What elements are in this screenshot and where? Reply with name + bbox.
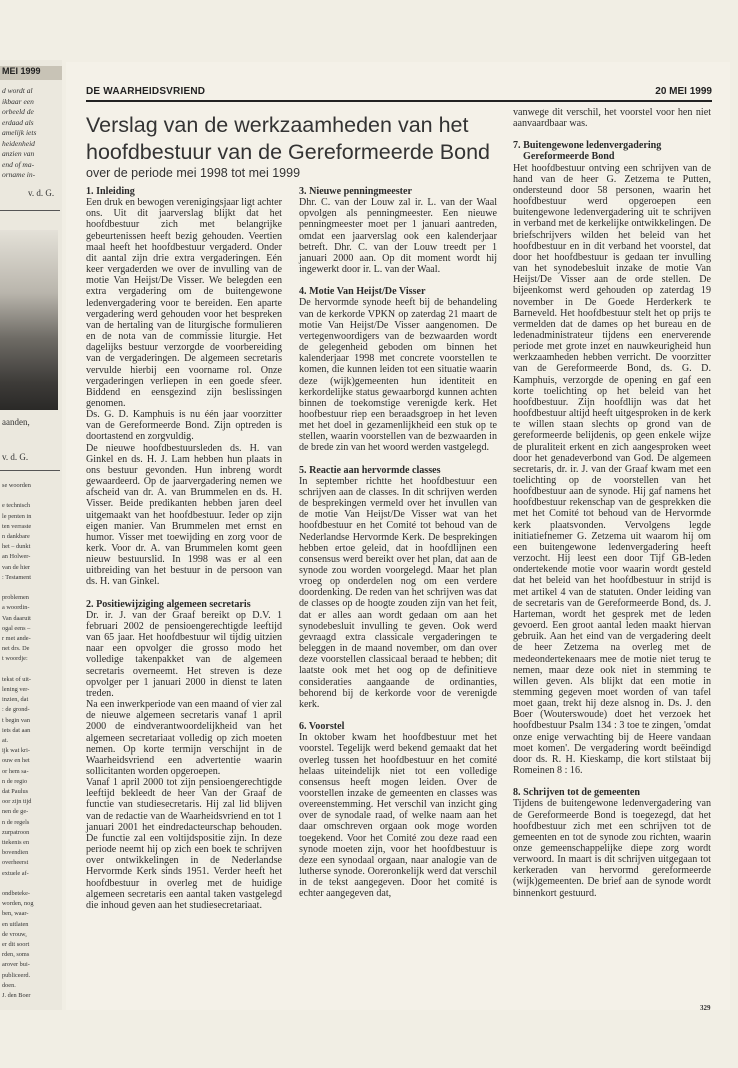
paragraph: In september richtte het hoofdbestuur een schrijven aan de classes. In dit schrijven werden de besprekingen vermeld over het invullen van de motie Van Heijst/De Visser wat van het hoofdbestuur en het Comité tot behoud van de Nederlandse Hervormde Kerk. De besprekingen hebben ertoe geleid, dat in hoofdlijnen een consensus werd bereikt over het plan, dat aan de synode zou worden voorgelegd. Maar het plan vroeg op onderdelen nog om een verdere doordenking. De reden van het schrijven was dat de classes op de hoogte zouden zijn van het feit, dat er alles aan wordt gedaan om aan het synodebesluit invulling te geven. Ook werd gevraagd extra classicale vergaderingen te beleggen in de maand november, om dan over deze voorstellen classicaal beraad te hebben; dit laatste ook met het oog op de definitieve consideraties aangaande de ordinanties, behorend bij de kerkorde voor de verenigde kerk. xyxy=(299,475,497,710)
previous-page-footnote-line: inzien, dat xyxy=(2,696,29,704)
publication-name: DE WAARHEIDSVRIEND xyxy=(86,86,206,97)
previous-page-footnote-line: e technisch xyxy=(2,502,31,510)
previous-page-footnote-line: ouw en het xyxy=(2,757,30,765)
previous-page-footnote-line: : de grond- xyxy=(2,706,30,714)
previous-page-italic-line: amelijk iets xyxy=(2,128,37,137)
previous-page-italic-line: anzien van xyxy=(2,149,35,158)
previous-page-italic-line: erdaad als xyxy=(2,117,34,127)
previous-page-footnote-line: at. xyxy=(2,737,9,744)
paragraph: Dhr. C. van der Louw zal ir. L. van der Waal opvolgen als penningmeester. Een nieuwe penningmeester moet per 1 januari aantreden, omdat een jaarverslag ook een kalenderjaar betreft. Dhr. C. van der Louw treedt per 1 januari 2000 aan. Op dit moment wordt hij ingewerkt door ir. L. van der Waal. xyxy=(299,197,497,276)
paragraph: Vanaf 1 april 2000 tot zijn pensioengerechtigde leeftijd bekleedt de heer Van der Graaf de functie van studiesecretaris. Hij zal lid blijven van de redactie van de Waarheidsvriend en tot 1 januari 2001 het eindredacteurschap behouden. De functie zal een voltijdspositie zijn. In deze periode neemt hij op zich een boek te schrijven over ontwikkelingen in de Nederlandse Hervormde Kerk sinds 1951. Verder heeft het hoofdbestuur in overleg met de huidige algemeen secretaris een aantal taken vastgelegd die inhoud geven aan het studiesecretariaat. xyxy=(86,777,282,911)
previous-page-footnote-line: an Holwer- xyxy=(2,553,31,561)
previous-page-footnote-line: iets dat aan xyxy=(2,726,31,734)
section-heading: 8. Schrijven tot de gemeenten xyxy=(513,787,640,799)
previous-page-footnote-line: problemen xyxy=(2,594,29,602)
paragraph: Na een inwerkperiode van een maand of vier zal de nieuwe algemeen secretaris vanaf 1 april 2000 de eindverantwoordelijkheid van het algemeen secretariaat volledig op zich moeten nemen. Op korte termijn verschijnt in de Waarheidsvriend een advertentie waarin sollicitanten worden opgeroepen. xyxy=(86,699,282,777)
header-rule xyxy=(86,100,712,102)
previous-page-italic-line: orname in- xyxy=(2,170,36,179)
column-2 xyxy=(299,186,497,900)
previous-page-footnote-line: ten verraste xyxy=(2,522,32,530)
article-title: Verslag van de werkzaamheden van het hoofdbestuur van de Gereformeerde Bond xyxy=(86,113,490,164)
paragraph: Tijdens de buitengewone ledenvergadering van de Gereformeerde Bond is toegezegd, dat het hoofdbestuur zich met een schrijven tot de gemeenten en tot de synode zou richten, waarin onze gemeenschappelijke diepe zorg wordt verwoord. In maart is dit schrijven uitgegaan tot kerkeraden van hervormd gereformeerde (wijk)gemeenten. De brief aan de synode wordt binnenkort gestuurd. xyxy=(513,798,711,899)
previous-page-footnote-line: het – dunkt xyxy=(2,543,31,551)
previous-page-footnote-line: t woordje: xyxy=(2,655,28,663)
previous-page-footnote-line: bovendien xyxy=(2,849,29,857)
previous-page-footnote-line: Van daaruit xyxy=(2,614,31,622)
previous-page-footnote-line: overheerst xyxy=(2,859,29,867)
previous-page-footnote-line: r met ande- xyxy=(2,635,31,642)
previous-page-footnote-line: doen. xyxy=(2,981,16,989)
previous-page-footnote-line: le penten in xyxy=(2,512,32,520)
previous-page-footnote-line: ondbeteke- xyxy=(2,890,30,897)
previous-page-edge xyxy=(0,60,62,1010)
previous-page-footnote-line: n de regio xyxy=(2,777,28,785)
divider xyxy=(0,470,60,471)
previous-page-signature: v. d. G. xyxy=(28,188,55,198)
previous-page-caption: aanden, xyxy=(2,417,30,427)
previous-page-footnote-line: en uitlaten xyxy=(2,920,29,928)
previous-page-footnote-line: : Testament xyxy=(2,573,31,581)
previous-page-header: MEI 1999 xyxy=(0,66,62,80)
column-1 xyxy=(86,186,282,911)
previous-page-italic-line: ikbaar een xyxy=(2,96,34,106)
previous-page-footnote-line: worden, nog xyxy=(2,900,34,908)
section-heading-continued: Gereformeerde Bond xyxy=(523,151,615,163)
previous-page-italic-line: orbeeld de xyxy=(2,107,34,116)
section-heading: 7. Buitengewone ledenvergadering xyxy=(513,140,662,152)
previous-page-footnote-line: zurpatroon xyxy=(2,828,30,836)
previous-page-footnote-line: n dankbare xyxy=(2,533,30,540)
paragraph: Het hoofdbestuur ontving een schrijven van de hand van de heer G. Zetzema te Putten, ondersteund door 58 personen, waarin het hoofdbestuur werd opgeroepen een buitengewone ledenvergadering uit te schrijven in verband met de kerkelijke ontwikkelingen. De briefschrijvers wilden het beleid van het hoofdbestuur en in dit verband het voorstel, dat door het hoofdbestuur is gedaan ter invulling van het synodebesluit inzake de motie Van Heijst/De Visser aan de orde stellen. De bijeenkomst werd gehouden op zaterdag 19 november in De Goede Herderkerk te Barneveld. Het hoofdbestuur stelt het op prijs te vermelden dat de dames op het bureau en de ledenadministrateur tijdens een enerverende periode met grote inzet en nauwkeurigheid hun werkzaamheden hebben verricht. De voorzitter van de Gereformeerde Bond, ds. G. D. Kamphuis, verzorgde de opening en gaf een korte toelichting op het beleid van het hoofdbestuur. Zijn hoofdlijn was dat het hoofdbestuur altijd heeft uitgesproken in de kerk te willen staan slechts op grond van de gereformeerde belijdenis, op geen enkele wijze de pluraliteit erkent en zich aangesproken weet door het genadeverbond van God. De algemeen secretaris, dr. ir. J. van der Graaf kwam met een toelichting op de voorstellen van het hoofdbestuur aan de synode. Hij gaf namens het hoofdbestuur rekenschap van de gesprekken die met het Comité tot behoud van de Hervormde kerk plaatsvonden. Vervolgens legde initiatiefnemer G. Zetzema uit waarom hij om een buitengewone ledenvergadering heeft verzocht. Hij leest een door Tijf GB-leden ondertekende motie voor waarin wordt gesteld dat het beleid van het hoofdbestuur in strijd is met artikel 4 van de statuten. Onder leiding van de secretaris van de Gereformeerde Bond, ds. J. Harteman, wordt het gesprek met de leden gevoerd. Een groot aantal leden maakt hiervan gebruik. Aan het eind van de vergadering deelt de heer Zetzema na overleg met de medeondertekenaars mee de motie niet terug te nemen, maar deze ook niet in stemming te willen geven. Als blijkt dat een motie in stemming gegeven moet worden of van tafel moet gaan, trekt hij deze alsnog in. Ds. J. den Boer (Wouterswoude) doet het verzoek het hoofdbestuur Psalm 134 : 3 toe te zingen, 'omdat onze enige verwachting bij de Heere vandaan moet komen'. De vergadering wordt beëindigd door ds. R. H. Kieskamp, die kort stilstaat bij Romeinen 8 : 16. xyxy=(513,162,711,777)
section-heading: 2. Positiewijziging algemeen secretaris xyxy=(86,598,251,610)
previous-page-footnote-line: or hem sa- xyxy=(2,767,29,775)
divider xyxy=(0,210,60,211)
previous-page-italic-line: end of ma- xyxy=(2,159,35,169)
previous-page-footnote-line: er dit soort xyxy=(2,941,30,948)
previous-page-footnote-line: t begin van xyxy=(2,716,30,724)
previous-page-footnote-line: dat Paulus xyxy=(2,788,29,795)
previous-page-footnote-line: publiceerd. xyxy=(2,971,31,979)
previous-page-footnote-line: se woorden xyxy=(2,482,31,489)
paragraph: Een druk en bewogen verenigingsjaar ligt achter ons. Uit dit jaarverslag blijkt dat het hoofdbestuur zich met belangrijke gebeurtenissen heeft bezig gehouden. Veertien maal heeft het hoofdbestuur vergaderd. Onder dit aantal zijn drie extra vergaderingen. Eén keer vergaderden we over de invulling van de motie Van Heijst/De Visser. We belegden een extra vergadering om de buitengewone ledenvergadering voor te bereiden. Een aparte vergadering werd gehouden voor het bespreken van de hertaling van de liturgische formulieren en de nota van de commissie liturgie. Het dagelijks bestuur verzorgde de voorbereiding van de vergaderingen. De algemeen secretaris vervulde hierbij een voorname rol. Onze vergaderingen verliepen in een goede sfeer. Biddend en eensgezind zijn beslissingen genomen. xyxy=(86,197,282,409)
previous-page-footnote-line: ttekenis en xyxy=(2,839,30,846)
previous-page-footnote-line: a woordin- xyxy=(2,604,30,612)
paragraph: Dr. ir. J. van der Graaf bereikt op D.V. 1 februari 2002 de pensioengerechtigde leeftijd van 65 jaar. Het hoofdbestuur wil tijdig uitzien naar een opvolger die grosso modo het volledige takenpakket van de algemeen secretaris overneemt. Het streven is deze opvolger per 1 januari 2000 in dienst te laten treden. xyxy=(86,609,282,699)
previous-page-footnote-line: ijk wat kri- xyxy=(2,747,30,755)
previous-page-footnote-line: rden, soms xyxy=(2,951,30,959)
section-heading: 1. Inleiding xyxy=(86,186,135,197)
previous-page-footnote-line: de vrouw, xyxy=(2,930,27,938)
previous-page-footnote-line: J. den Boer xyxy=(2,992,31,999)
previous-page-footnote-line: van de hier xyxy=(2,563,30,571)
previous-page-footnote-line: ogal eens – xyxy=(2,624,31,632)
previous-page-footnote-line: n de regels xyxy=(2,818,30,826)
page-number: 329 xyxy=(700,1004,711,1012)
portrait-photo xyxy=(0,230,58,410)
issue-date: 20 MEI 1999 xyxy=(655,86,712,97)
section-heading: 6. Voorstel xyxy=(299,721,345,733)
article-subtitle: over de periode mei 1998 tot mei 1999 xyxy=(86,166,301,180)
previous-page-footnote-line: lening ver- xyxy=(2,686,30,693)
previous-page-footnote-line: arover bui- xyxy=(2,961,30,969)
paragraph: De nieuwe hoofdbestuursleden ds. H. van Ginkel en ds. H. J. Lam hebben hun plaats in ons bestuur gevonden. Hun inbreng wordt gewaardeerd. Op de jaarvergadering nemen we afscheid van dr. A. van Brummelen en ds. H. Visser. Beide predikanten hebben jaren deel uitgemaakt van het hoofdbestuur. Ieder op zijn eigen manier. Van Brummelen met ernst en humor. Visser met toewijding en zorg voor de kerk. Voor dr. A. van Brummelen komt geen nieuw bestuurslid. In 1998 was er al een uitbreiding van het bestuur in de persoon van ds. H. van Ginkel. xyxy=(86,442,282,588)
section-heading: 4. Motie Van Heijst/De Visser xyxy=(299,286,426,298)
paragraph: In oktober kwam het hoofdbestuur met het voorstel. Tegelijk werd bekend gemaakt dat het overleg tussen het hoofdbestuur en het comité helaas uiteindelijk niet tot een volledige consensus heeft mogen leiden. Over de voorstellen inzake de gemeenten en classes was overeenstemming. Het verschil van inzicht ging over de synodale raad, of welke naam aan het daar omschreven orgaan ook moge worden toegekend. Voor het Comité zou deze raad een synode moeten zijn, voor het hoofdbestuur is deze een synodaal orgaan, naar analogie van de lutherse synode. Ooreronkelijk werd dat verschil in de tekst aangegeven. Door het comité is echter aangegeven dat, xyxy=(299,732,497,900)
previous-page-italic-line: d wordt al xyxy=(2,86,33,95)
previous-page-footnote-line: net drs. De xyxy=(2,645,30,653)
section-heading: 5. Reactie aan hervormde classes xyxy=(299,464,441,476)
previous-page-footnote-line: nen de ge- xyxy=(2,808,29,816)
section-heading: 3. Nieuwe penningmeester xyxy=(299,186,412,197)
previous-page-footnote-line: tekst of uit- xyxy=(2,675,32,683)
previous-page-footnote-line: ben, waar- xyxy=(2,910,29,918)
paragraph: Ds. G. D. Kamphuis is nu één jaar voorzitter van de Gereformeerde Bond. Zijn optreden is doortastend en zorgvuldig. xyxy=(86,409,282,443)
column-3 xyxy=(513,107,711,899)
previous-page-footnote-line: extuele af- xyxy=(2,869,29,877)
paragraph: vanwege dit verschil, het voorstel voor hen niet aanvaardbaar was. xyxy=(513,107,711,130)
previous-page-italic-line: heidenheid xyxy=(2,138,35,148)
previous-page-footnote-line: oor zijn tijd xyxy=(2,798,32,806)
previous-page-signature-2: v. d. G. xyxy=(2,452,29,462)
paragraph: De hervormde synode heeft bij de behandeling van de kerkorde VPKN op zaterdag 21 maart de motie Van Heijst/De Visser aangenomen. De vertegenwoordigers van de bezwaarden wordt de gelegenheid geboden om binnen het kalenderjaar 1998 met concrete voorstellen te komen, die kunnen leiden tot een situatie waarin deze (wijk)gemeenten hun identiteit en kerkordelijke status gewaarborgd kunnen achten binnen de toekomstige verenigde kerk. Het hoofbestuur riep een beraadsgroep in het leven met het doel in gezamenlijkheid een stuk op te stellen, waarin voorstellen van de bezwaarden in de brede zin van het woord werden vastgelegd. xyxy=(299,297,497,454)
